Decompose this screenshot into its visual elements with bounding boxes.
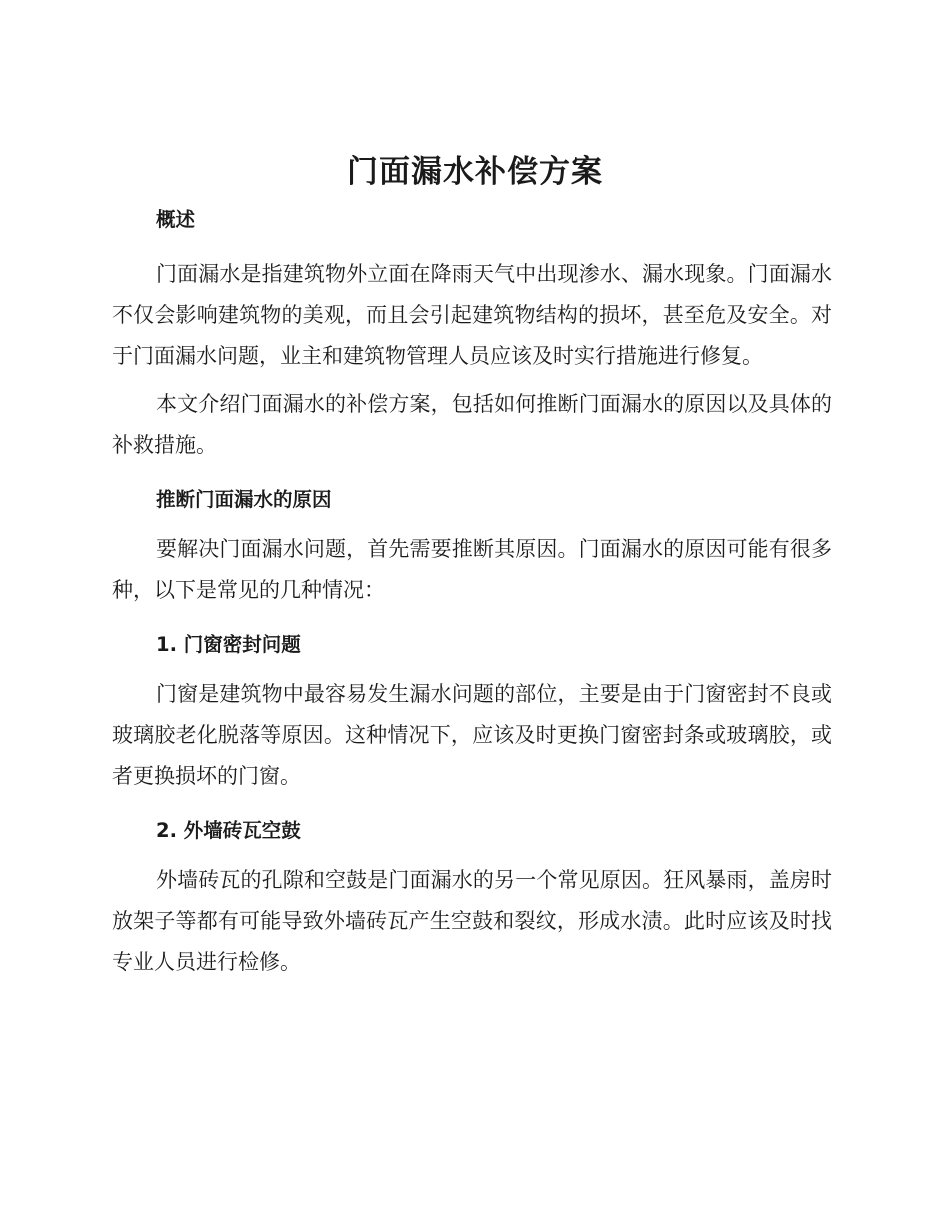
paragraph-overview-1: 门面漏水是指建筑物外立面在降雨天气中出现渗水、漏水现象。门面漏水不仅会影响建筑物的美观，而且会引起建筑物结构的损坏，甚至危及安全。对于门面漏水问题，业主和建筑物管理人员应该及时实行措施进行修复。 [112,262,832,368]
section-heading-causes: 推断门面漏水的原因 [156,488,332,511]
subsection-heading-door-window-seal: 1. 门窗密封问题 [156,633,301,656]
document-body [112,198,832,983]
paragraph-door-window-seal: 门窗是建筑物中最容易发生漏水问题的部位，主要是由于门窗密封不良或玻璃胶老化脱落等原因。这种情况下，应该及时更换门窗密封条或玻璃胶，或者更换损坏的门窗。 [112,682,832,788]
section-heading-overview: 概述 [156,208,196,231]
document-title: 门面漏水补偿方案 [347,154,603,190]
paragraph-wall-tile-hollow: 外墙砖瓦的孔隙和空鼓是门面漏水的另一个常见原因。狂风暴雨，盖房时放架子等都有可能导致外墙砖瓦产生空鼓和裂纹，形成水渍。此时应该及时找专业人员进行检修。 [112,868,832,974]
paragraph-overview-2: 本文介绍门面漏水的补偿方案，包括如何推断门面漏水的原因以及具体的补救措施。 [112,392,832,457]
subsection-heading-wall-tile-hollow: 2. 外墙砖瓦空鼓 [156,819,301,842]
paragraph-causes-intro: 要解决门面漏水问题，首先需要推断其原因。门面漏水的原因可能有很多种，以下是常见的几种情况： [112,537,832,602]
